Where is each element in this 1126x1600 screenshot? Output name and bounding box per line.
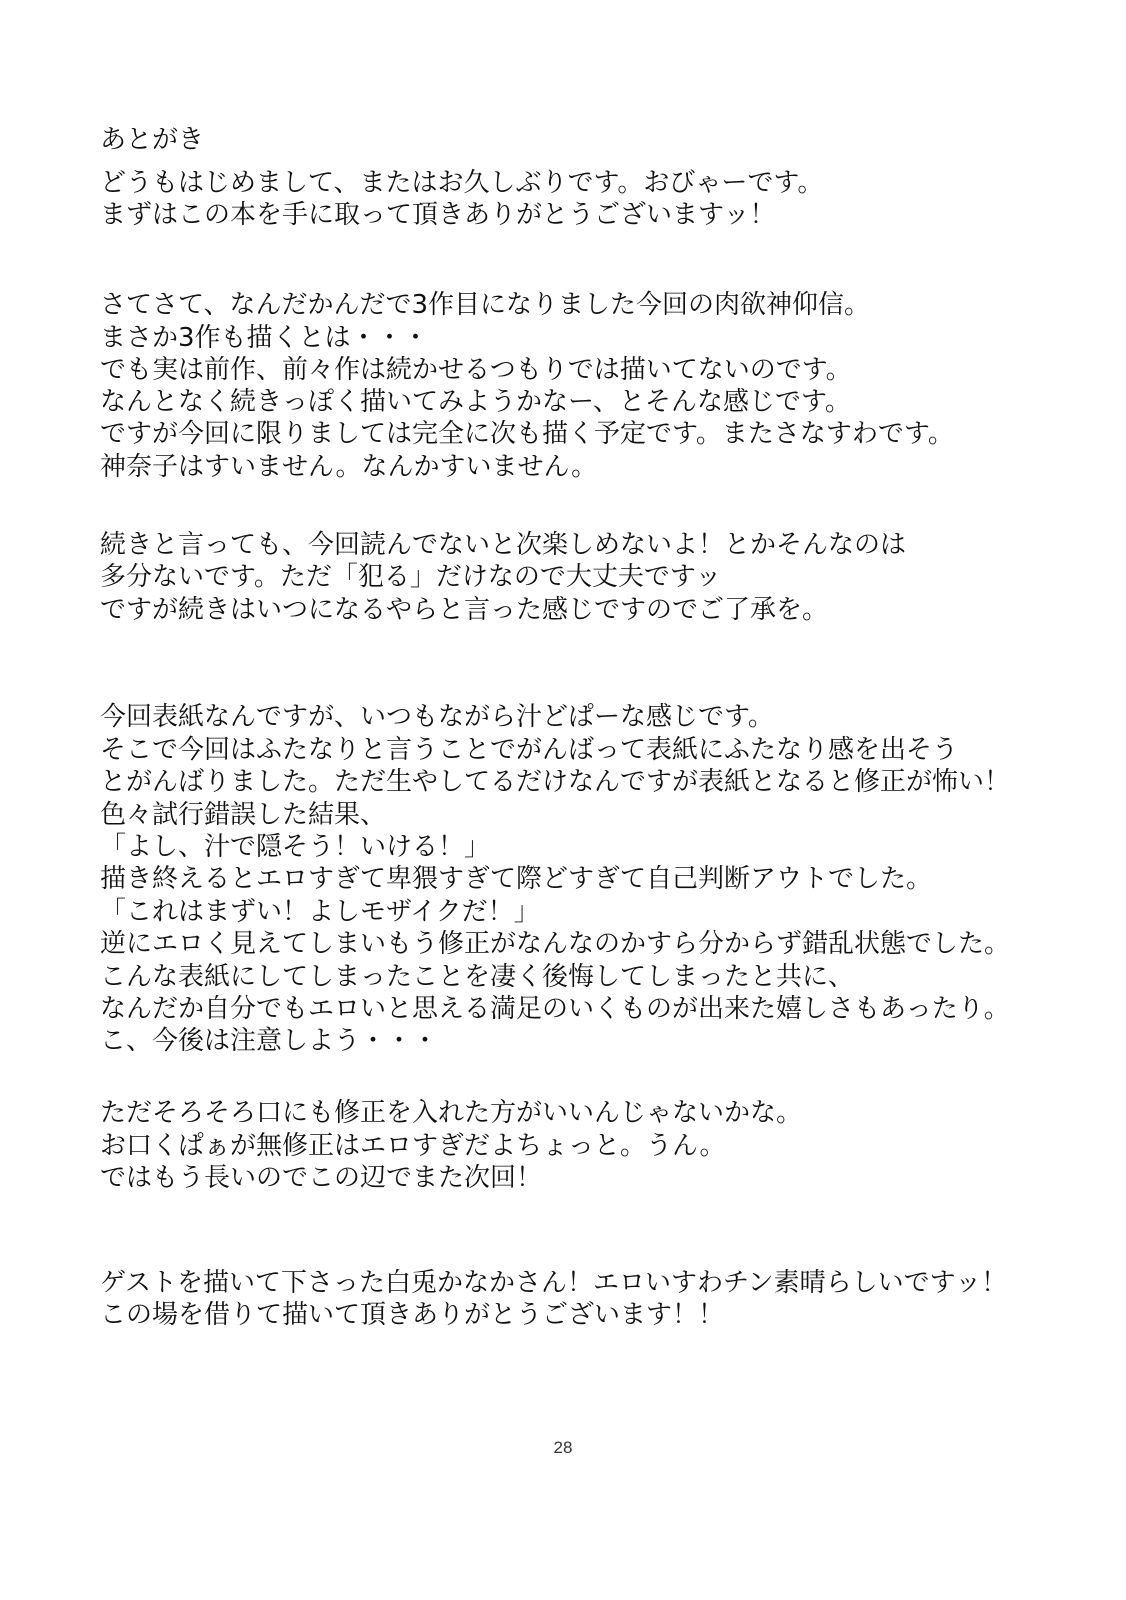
text-line: なんだか自分でもエロいと思える満足のいくものが出来た嬉しさもあったり。 bbox=[100, 994, 1010, 1024]
text-line: ですが今回に限りましては完全に次も描く予定です。またさなすわです。 bbox=[100, 419, 954, 449]
text-line: そこで今回はふたなりと言うことでがんばって表紙にふたなり感を出そう bbox=[100, 735, 959, 765]
afterword-title: あとがき bbox=[100, 125, 205, 155]
text-line: ですが続きはいつになるやらと言った感じですのでご了承を。 bbox=[100, 595, 829, 625]
text-line: 多分ないです。ただ「犯る」だけなので大丈夫ですッ bbox=[100, 562, 722, 592]
text-line: こんな表紙にしてしまったことを凄く後悔してしまったと共に、 bbox=[100, 962, 855, 992]
text-line: この場を借りて描いて頂きありがとうございます！！ bbox=[100, 1300, 725, 1330]
text-line: まさか3作も描くとは・・・ bbox=[100, 323, 429, 353]
text-line: ゲストを描いて下さった白兎かなかさん！エロいすわチン素晴らしいですッ！ bbox=[100, 1268, 1008, 1298]
page-number: 28 bbox=[553, 1438, 573, 1457]
text-line: 今回表紙なんですが、いつもながら汁どぱーな感じです。 bbox=[100, 702, 774, 732]
text-line: 描き終えるとエロすぎて卑猥すぎて際どすぎて自己判断アウトでした。 bbox=[100, 864, 933, 894]
text-line: どうもはじめまして、またはお久しぶりです。おびゃーです。 bbox=[100, 168, 824, 198]
text-line: とがんばりました。ただ生やしてるだけなんですが表紙となると修正が怖い！ bbox=[100, 767, 1011, 797]
text-line: お口くぱぁが無修正はエロすぎだよちょっと。うん。 bbox=[100, 1131, 726, 1161]
text-line: 「これはまずい！よしモザイクだ！」 bbox=[100, 897, 540, 927]
text-line: ではもう長いのでこの辺でまた次回！ bbox=[100, 1163, 543, 1193]
text-line: でも実は前作、前々作は続かせるつもりでは描いてないのです。 bbox=[100, 355, 852, 385]
text-line: 「よし、汁で隠そう！いける！」 bbox=[100, 832, 491, 862]
text-line: 神奈子はすいません。なんかすいません。 bbox=[100, 452, 598, 482]
text-line: さてさて、なんだかんだで3作目になりました今回の肉欲神仰信。 bbox=[100, 290, 871, 320]
text-line: 逆にエロく見えてしまいもう修正がなんなのかすら分からず錯乱状態でした。 bbox=[100, 929, 1011, 959]
text-line: 続きと言っても、今回読んでないと次楽しめないよ！とかそんなのは bbox=[100, 530, 907, 560]
text-line: ただそろそろ口にも修正を入れた方がいいんじゃないかな。 bbox=[100, 1098, 803, 1128]
text-line: こ、今後は注意しよう・・・ bbox=[100, 1026, 439, 1056]
text-line: なんとなく続きっぽく描いてみようかなー、とそんな感じです。 bbox=[100, 387, 851, 417]
text-line: まずはこの本を手に取って頂きありがとうございますッ！ bbox=[100, 200, 776, 230]
text-line: 色々試行錯誤した結果、 bbox=[100, 800, 387, 830]
